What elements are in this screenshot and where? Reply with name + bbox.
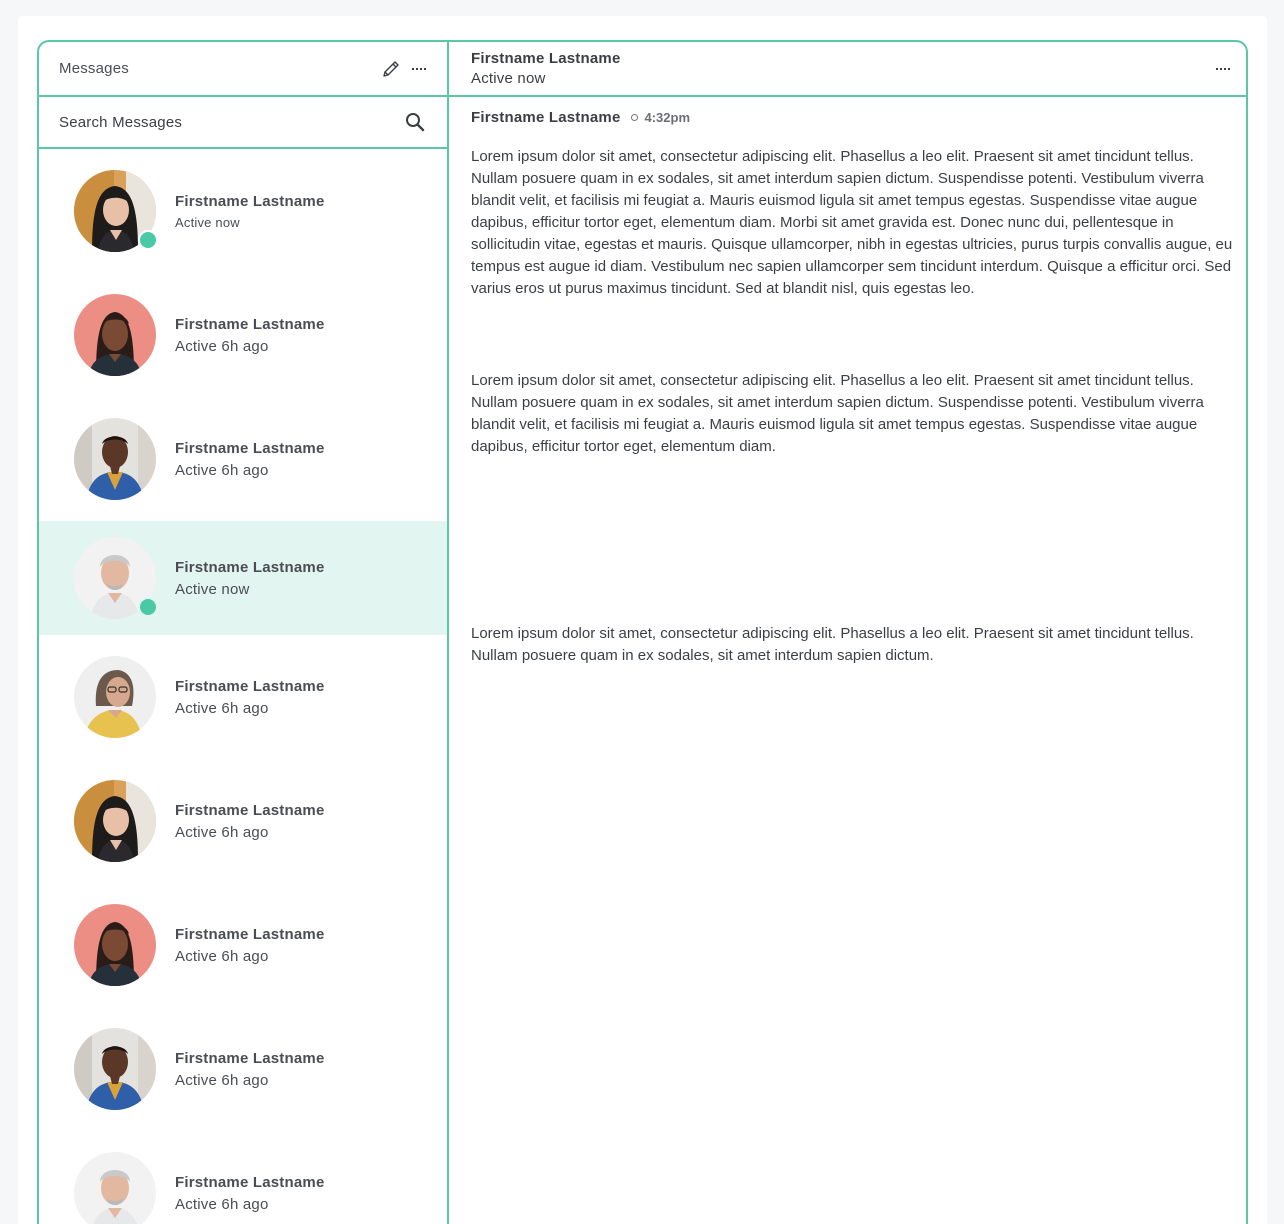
message-meta xyxy=(471,109,1233,126)
contact-name: Firstname Lastname xyxy=(175,801,325,819)
sidebar-title: Messages xyxy=(59,60,129,77)
contact-name: Firstname Lastname xyxy=(175,1049,325,1067)
contact-item[interactable] xyxy=(39,1131,447,1224)
sidebar-header-actions xyxy=(381,59,427,79)
avatar xyxy=(74,1152,156,1224)
message-text: Lorem ipsum dolor sit amet, consectetur adipiscing elit. Phasellus a leo elit. Praesent sit amet tincidunt tellus. Nullam posuere quam in ex sodales, sit amet interdum sapien dictum. xyxy=(471,625,1194,664)
contact-name: Firstname Lastname xyxy=(175,439,325,457)
message-time: 4:32pm xyxy=(644,110,691,125)
sidebar-header xyxy=(39,42,447,97)
contact-name: Firstname Lastname xyxy=(175,558,325,576)
conversations-sidebar xyxy=(39,42,449,1224)
more-horizontal-icon[interactable] xyxy=(411,66,427,72)
contact-item[interactable] xyxy=(39,883,447,1007)
more-horizontal-icon[interactable] xyxy=(1215,66,1231,72)
messenger-window xyxy=(37,40,1248,1224)
search-icon[interactable] xyxy=(405,112,425,132)
contact-name: Firstname Lastname xyxy=(175,192,325,210)
message-text: Lorem ipsum dolor sit amet, consectetur adipiscing elit. Phasellus a leo elit. Praesent sit amet tincidunt tellus. Nullam posuere quam in ex sodales, sit amet interdum sapien dictum. Suspendisse potenti. Vestibulum viverra blandit velit, et facilisis mi feugiat a. Mauris euismod ligula sit amet tempus egestas. Suspendisse vitae augue dapibus, efficitur tortor eget, elementum diam. xyxy=(471,372,1204,455)
avatar xyxy=(74,294,156,376)
contact-status: Active 6h ago xyxy=(175,823,269,841)
search-input[interactable] xyxy=(59,114,359,131)
avatar xyxy=(74,537,156,619)
online-status-dot xyxy=(138,597,158,617)
contact-item[interactable] xyxy=(39,397,447,521)
contact-status: Active 6h ago xyxy=(175,1071,269,1089)
contact-item[interactable] xyxy=(39,759,447,883)
contact-item[interactable] xyxy=(39,635,447,759)
message-text: Lorem ipsum dolor sit amet, consectetur adipiscing elit. Phasellus a leo elit. Praesent sit amet tincidunt tellus. Nullam posuere quam in ex sodales, sit amet interdum sapien dictum. Suspendisse potenti. Vestibulum viverra blandit velit, et facilisis mi feugiat a. Mauris euismod ligula sit amet tempus egestas. Suspendisse vitae augue dapibus, efficitur tortor eget, elementum diam. Morbi sit amet gravida est. Donec nunc dui, pellentesque in sollicitudin vitae, egestas et mauris. Quisque ullamcorper, nibh in egestas ultricies, purus turpis convallis augue, eu tempus est augue id diam. Vestibulum nec sapien ullamcorper sem tincidunt interdum. Quisque a efficitur orci. Sed varius eros ut purus maximus tincidunt. Sed at blandit nisl, quis egestas leo. xyxy=(471,148,1233,297)
avatar xyxy=(74,1028,156,1110)
message-sender: Firstname Lastname xyxy=(471,109,621,126)
contact-item-selected[interactable] xyxy=(39,521,447,635)
chat-contact-status: Active now xyxy=(471,70,546,87)
contact-status: Active 6h ago xyxy=(175,947,269,965)
contact-name: Firstname Lastname xyxy=(175,1173,325,1191)
contact-item[interactable] xyxy=(39,1007,447,1131)
contact-name: Firstname Lastname xyxy=(175,925,325,943)
contact-status: Active 6h ago xyxy=(175,1195,269,1213)
avatar xyxy=(74,418,156,500)
avatar xyxy=(74,170,156,252)
avatar xyxy=(74,656,156,738)
contact-name: Firstname Lastname xyxy=(175,315,325,333)
search-bar xyxy=(39,97,447,149)
contact-status: Active 6h ago xyxy=(175,337,269,355)
avatar xyxy=(74,780,156,862)
chat-contact-name: Firstname Lastname xyxy=(471,50,621,67)
contact-status: Active 6h ago xyxy=(175,461,269,479)
contact-status: Active now xyxy=(175,214,240,230)
contact-list xyxy=(39,149,447,1224)
contact-item[interactable] xyxy=(39,273,447,397)
contact-status: Active 6h ago xyxy=(175,699,269,717)
chat-panel xyxy=(449,42,1248,1224)
clock-dot-icon xyxy=(631,114,638,121)
avatar xyxy=(74,904,156,986)
contact-name: Firstname Lastname xyxy=(175,677,325,695)
message-thread xyxy=(449,97,1248,667)
chat-header xyxy=(449,42,1248,97)
contact-item[interactable] xyxy=(39,149,447,273)
pencil-icon[interactable] xyxy=(381,59,401,79)
contact-status: Active now xyxy=(175,580,250,598)
online-status-dot xyxy=(138,230,158,250)
